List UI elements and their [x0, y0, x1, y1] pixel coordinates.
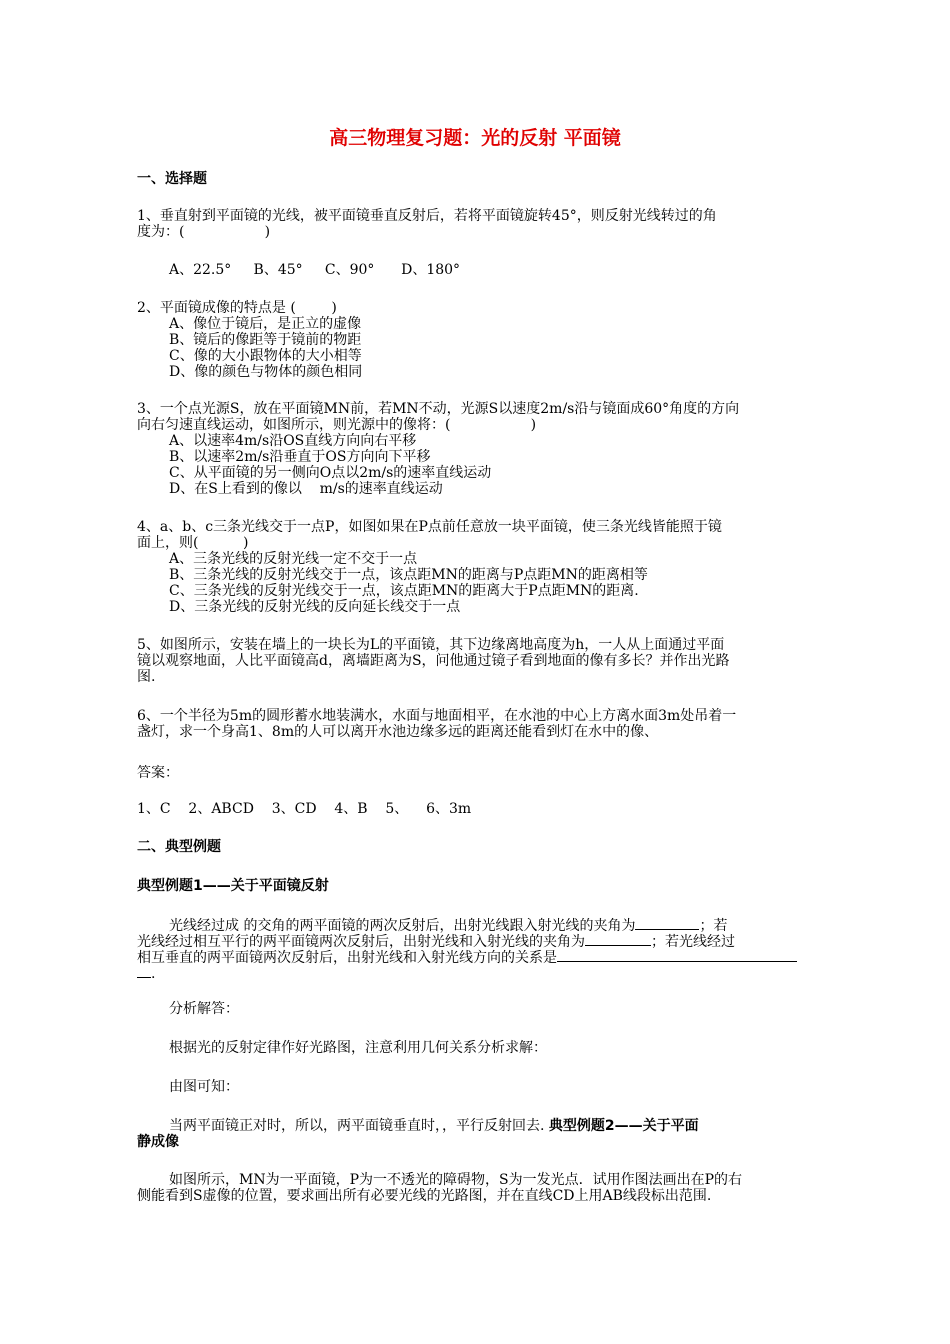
- example2-line1: 如图所示，MN为一平面镜，P为一不透光的障碍物，S为一发光点．试用作图法画出在P的右: [169, 1172, 743, 1188]
- q5-line1: 5、如图所示，安装在墙上的一块长为L的平面镜，其下边缘离地高度为h，一人从上面通过平面: [137, 637, 725, 653]
- answer-label: 答案：: [137, 765, 179, 781]
- q2-option-b: B、镜后的像距等于镜前的物距: [169, 332, 362, 348]
- q1-options: A、22.5° B、45° C、90° D、180°: [169, 262, 461, 278]
- q5-line2: 镜以观察地面，人比平面镜高d，离墙距离为S，问他通过镜子看到地面的像有多长？并作出光路: [137, 653, 730, 669]
- answer-blank-2[interactable]: [585, 931, 651, 946]
- q3-option-c: C、从平面镜的另一侧向O点以2m/s的速率直线运动: [169, 465, 492, 481]
- result-line: [169, 1118, 699, 1134]
- example1-line1-text: 光线经过成 的交角的两平面镜的两次反射后，出射光线跟入射光线的夹角为: [169, 918, 636, 934]
- analysis-label: 分析解答：: [169, 1001, 239, 1017]
- q6-line2: 盏灯，求一个身高1、8m的人可以离开水池边缘多远的距离还能看到灯在水中的像、: [137, 724, 659, 740]
- example1-line4: [137, 963, 155, 982]
- section-heading-examples: 二、典型例题: [137, 839, 221, 855]
- q3-option-b: B、以速率2m/s沿垂直于OS方向向下平移: [169, 449, 431, 465]
- q4-option-d: D、三条光线的反射光线的反向延长线交于一点: [169, 599, 461, 615]
- example1-line2-tail: ；若光线经过: [651, 934, 735, 950]
- example2-heading-start: 典型例题2——关于平面: [548, 1118, 699, 1134]
- example2-line2: 侧能看到S虚像的位置，要求画出所有必要光线的光路图，并在直线CD上用AB线段标出范围.: [137, 1188, 712, 1204]
- q2-option-c: C、像的大小跟物体的大小相等: [169, 348, 362, 364]
- q2-stem: 2、平面镜成像的特点是 ( ): [137, 300, 337, 316]
- example1-line4-tail: .: [151, 966, 156, 982]
- q3-option-a: A、以速率4m/s沿OS直线方向向右平移: [169, 433, 417, 449]
- example2-heading-end: 静成像: [137, 1134, 179, 1150]
- q2-option-a: A、像位于镜后，是正立的虚像: [169, 316, 362, 332]
- page-title: 高三物理复习题：光的反射 平面镜: [329, 127, 621, 149]
- example1-line3-text: 相互垂直的两平面镜两次反射后，出射光线和入射光线方向的关系是: [137, 950, 557, 966]
- q3-option-d: D、在S上看到的像以 m/s的速率直线运动: [169, 481, 443, 497]
- answer-list: 1、C 2、ABCD 3、CD 4、B 5、 6、3m: [137, 801, 472, 817]
- q4-line2: 面上，则( ): [137, 535, 249, 551]
- q6-line1: 6、一个半径为5m的圆形蓄水地装满水，水面与地面相平，在水池的中心上方离水面3m处吊着一: [137, 708, 737, 724]
- q4-line1: 4、a、b、c三条光线交于一点P，如图如果在P点前任意放一块平面镜，使三条光线皆能照于镜: [137, 519, 722, 535]
- q3-line1: 3、一个点光源S，放在平面镜MN前，若MN不动，光源S以速度2m/s沿与镜面成60°角度的方向: [137, 401, 740, 417]
- answer-blank-3-continued[interactable]: [137, 963, 151, 978]
- example1-line3: [137, 947, 797, 966]
- example1-line2-text: 光线经过相互平行的两平面镜两次反射后，出射光线和入射光线的夹角为: [137, 934, 585, 950]
- q3-line2: 向右匀速直线运动，如图所示，则光源中的像将：( ): [137, 417, 537, 433]
- q4-option-a: A、三条光线的反射光线一定不交于一点: [169, 551, 418, 567]
- q5-line3: 图.: [137, 669, 156, 685]
- answer-blank-3[interactable]: [557, 947, 797, 962]
- result-text: 当两平面镜正对时，所以，两平面镜垂直时，，平行反射回去.: [169, 1118, 545, 1134]
- method-text: 根据光的反射定律作好光路图，注意利用几何关系分析求解：: [169, 1040, 547, 1056]
- q1-line2: 度为：( ): [137, 224, 271, 240]
- q1-line1: 1、垂直射到平面镜的光线，被平面镜垂直反射后，若将平面镜旋转45°，则反射光线转过的角: [137, 208, 717, 224]
- example1-heading: 典型例题1——关于平面镜反射: [137, 878, 329, 894]
- answer-blank-1[interactable]: [635, 915, 699, 930]
- q4-option-c: C、三条光线的反射光线交于一点，该点距MN的距离大于P点距MN的距离.: [169, 583, 639, 599]
- q4-option-b: B、三条光线的反射光线交于一点，该点距MN的距离与P点距MN的距离相等: [169, 567, 648, 583]
- section-heading-choice: 一、选择题: [137, 171, 207, 187]
- from-figure-text: 由图可知：: [169, 1079, 239, 1095]
- q2-option-d: D、像的颜色与物体的颜色相同: [169, 364, 363, 380]
- example1-line1-tail: ；若: [699, 918, 728, 934]
